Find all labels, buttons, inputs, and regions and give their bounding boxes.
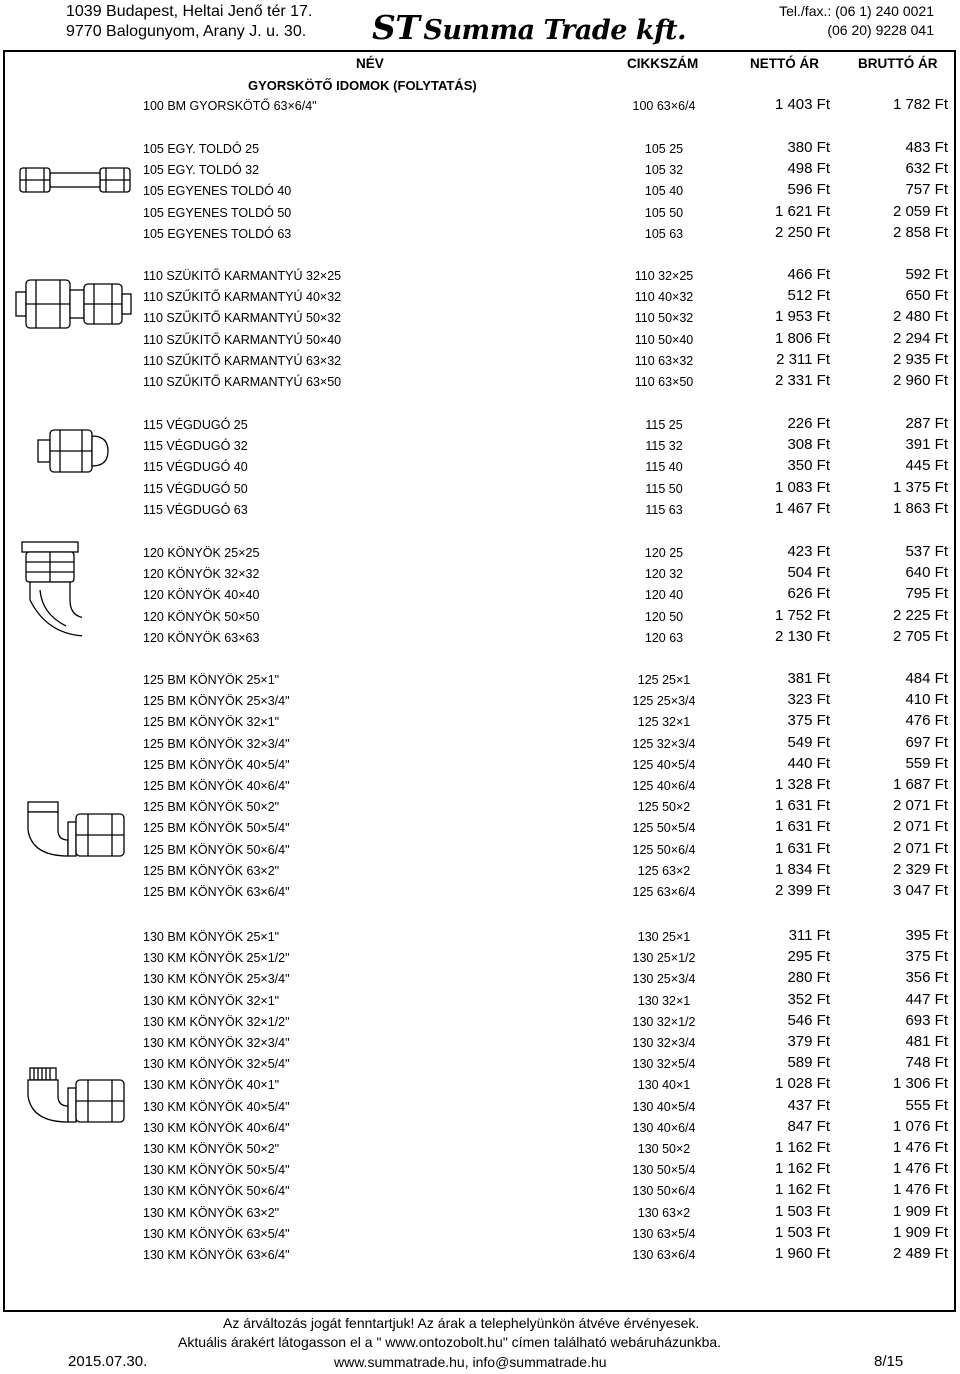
gross-price: 3 047 Ft bbox=[892, 882, 948, 899]
product-code: 130 50×5/4 bbox=[632, 1163, 696, 1178]
table-row bbox=[0, 1139, 960, 1160]
product-code: 125 25×1 bbox=[637, 673, 691, 687]
table-row bbox=[0, 797, 960, 818]
product-name: 115 VÉGDUGÓ 32 bbox=[143, 439, 248, 454]
product-name: 125 BM KÖNYÖK 50×5/4" bbox=[143, 821, 290, 836]
gross-price: 447 Ft bbox=[905, 990, 948, 1008]
table-row bbox=[0, 139, 960, 160]
table-row bbox=[0, 1012, 960, 1033]
product-code: 130 32×1/2 bbox=[632, 1014, 696, 1029]
table-row bbox=[0, 1054, 960, 1075]
gross-price: 650 Ft bbox=[905, 287, 948, 305]
gross-price: 537 Ft bbox=[905, 543, 948, 560]
gross-price: 2 935 Ft bbox=[892, 350, 948, 368]
table-row bbox=[0, 457, 960, 478]
table-row bbox=[0, 436, 960, 457]
net-price: 1 631 Ft bbox=[774, 839, 830, 857]
net-price: 311 Ft bbox=[788, 927, 830, 944]
product-name: 125 BM KÖNYÖK 40×5/4" bbox=[143, 757, 290, 772]
net-price: 1 631 Ft bbox=[774, 818, 830, 836]
product-name: 125 BM KÖNYÖK 25×1" bbox=[143, 673, 280, 687]
gross-price: 481 Ft bbox=[905, 1033, 948, 1050]
product-code: 105 63 bbox=[644, 226, 684, 241]
product-code: 120 40 bbox=[644, 588, 684, 603]
product-code: 130 32×5/4 bbox=[632, 1057, 696, 1072]
gross-price: 391 Ft bbox=[905, 436, 948, 454]
net-price: 2 399 Ft bbox=[774, 882, 830, 899]
gross-price: 476 Ft bbox=[905, 712, 948, 730]
column-header-code: CIKKSZÁM bbox=[627, 56, 699, 71]
table-row bbox=[0, 691, 960, 712]
table-row bbox=[0, 818, 960, 839]
net-price: 1 953 Ft bbox=[774, 308, 830, 326]
table-row bbox=[0, 479, 960, 500]
net-price: 1 162 Ft bbox=[774, 1139, 830, 1156]
table-row bbox=[0, 1033, 960, 1054]
net-price: 596 Ft bbox=[787, 181, 830, 199]
document-date: 2015.07.30. bbox=[68, 1353, 148, 1370]
product-code: 130 32×1 bbox=[637, 993, 691, 1008]
table-row bbox=[0, 927, 960, 948]
product-name: 125 BM KÖNYÖK 63×2" bbox=[143, 863, 280, 878]
product-name: 110 SZŰKITŐ KARMANTYÚ 63×32 bbox=[143, 353, 342, 368]
product-name: 130 KM KÖNYÖK 32×1" bbox=[143, 993, 280, 1008]
net-price: 1 503 Ft bbox=[774, 1223, 830, 1241]
gross-price: 2 294 Ft bbox=[892, 329, 948, 347]
net-price: 226 Ft bbox=[787, 415, 830, 432]
table-row bbox=[0, 628, 960, 649]
table-row bbox=[0, 1224, 960, 1245]
net-price: 352 Ft bbox=[787, 990, 830, 1008]
column-header-net: NETTÓ ÁR bbox=[750, 56, 819, 71]
gross-price: 395 Ft bbox=[905, 927, 948, 944]
table-row bbox=[0, 160, 960, 181]
phone-line-2: (06 20) 9228 041 bbox=[827, 22, 934, 38]
gross-price: 592 Ft bbox=[905, 266, 948, 283]
gross-price: 795 Ft bbox=[905, 585, 948, 603]
product-name: 120 KÖNYÖK 50×50 bbox=[143, 609, 260, 624]
product-code: 130 40×6/4 bbox=[632, 1120, 696, 1135]
product-name: 130 KM KÖNYÖK 40×6/4" bbox=[143, 1120, 290, 1135]
net-price: 1 162 Ft bbox=[774, 1181, 830, 1199]
net-price: 423 Ft bbox=[787, 543, 830, 560]
product-code: 125 40×6/4 bbox=[632, 779, 696, 793]
product-code: 110 40×32 bbox=[634, 290, 694, 305]
price-notice: Az árváltozás jogát fenntartjuk! Az árak a telephelyünkön átvéve érvényesek. bbox=[223, 1315, 700, 1331]
gross-price: 445 Ft bbox=[905, 457, 948, 475]
net-price: 2 250 Ft bbox=[774, 223, 830, 241]
product-name: 130 KM KÖNYÖK 40×5/4" bbox=[143, 1099, 290, 1114]
net-price: 1 806 Ft bbox=[774, 329, 830, 347]
table-row bbox=[0, 1097, 960, 1118]
product-name: 120 KÖNYÖK 40×40 bbox=[143, 588, 260, 603]
product-code: 130 63×5/4 bbox=[632, 1226, 696, 1241]
net-price: 2 311 Ft bbox=[776, 350, 830, 368]
product-code: 125 63×6/4 bbox=[632, 885, 696, 899]
product-code: 125 25×3/4 bbox=[632, 694, 696, 709]
product-name: 130 KM KÖNYÖK 32×3/4" bbox=[143, 1036, 290, 1050]
product-name: 125 BM KÖNYÖK 50×6/4" bbox=[143, 842, 290, 857]
product-code: 110 63×32 bbox=[634, 353, 694, 368]
product-code: 115 63 bbox=[645, 502, 683, 517]
gross-price: 1 909 Ft bbox=[892, 1223, 948, 1241]
table-row bbox=[0, 670, 960, 691]
net-price: 847 Ft bbox=[787, 1117, 830, 1135]
gross-price: 410 Ft bbox=[905, 691, 948, 709]
product-name: 100 BM GYORSKÖTŐ 63×6/4" bbox=[143, 99, 317, 113]
net-price: 323 Ft bbox=[787, 691, 830, 709]
table-row bbox=[0, 861, 960, 882]
net-price: 2 331 Ft bbox=[774, 372, 830, 389]
net-price: 1 631 Ft bbox=[774, 797, 830, 815]
product-name: 130 KM KÖNYÖK 63×5/4" bbox=[143, 1226, 290, 1241]
net-price: 626 Ft bbox=[787, 585, 830, 603]
table-row bbox=[0, 330, 960, 351]
table-row bbox=[0, 287, 960, 308]
table-row bbox=[0, 266, 960, 287]
table-row bbox=[0, 543, 960, 564]
product-name: 125 BM KÖNYÖK 32×3/4" bbox=[143, 736, 290, 751]
product-code: 115 25 bbox=[645, 418, 683, 432]
table-row bbox=[0, 1245, 960, 1266]
male-thread-elbow-icon bbox=[22, 1066, 132, 1126]
product-name: 110 SZŰKITŐ KARMANTYÚ 50×40 bbox=[143, 332, 342, 347]
net-price: 295 Ft bbox=[787, 948, 830, 966]
gross-price: 2 480 Ft bbox=[892, 308, 948, 326]
product-name: 130 KM KÖNYÖK 32×5/4" bbox=[143, 1057, 290, 1072]
gross-price: 748 Ft bbox=[905, 1054, 948, 1072]
net-price: 2 130 Ft bbox=[774, 627, 830, 645]
net-price: 549 Ft bbox=[787, 733, 830, 751]
product-name: 115 VÉGDUGÓ 40 bbox=[143, 460, 248, 475]
product-name: 105 EGY. TOLDÓ 25 bbox=[143, 142, 260, 156]
product-code: 130 40×1 bbox=[637, 1078, 691, 1093]
table-row bbox=[0, 203, 960, 224]
gross-price: 693 Ft bbox=[905, 1011, 948, 1029]
product-code: 105 32 bbox=[644, 163, 684, 178]
gross-price: 640 Ft bbox=[905, 564, 948, 582]
gross-price: 2 071 Ft bbox=[892, 839, 948, 857]
net-price: 1 960 Ft bbox=[774, 1245, 830, 1262]
net-price: 1 467 Ft bbox=[774, 499, 830, 517]
product-name: 125 BM KÖNYÖK 32×1" bbox=[143, 715, 280, 730]
net-price: 589 Ft bbox=[787, 1054, 830, 1072]
net-price: 1 834 Ft bbox=[774, 860, 830, 878]
net-price: 504 Ft bbox=[787, 564, 830, 582]
net-price: 308 Ft bbox=[787, 436, 830, 454]
gross-price: 356 Ft bbox=[905, 969, 948, 987]
product-code: 130 25×1 bbox=[637, 930, 691, 944]
column-header-gross: BRUTTÓ ÁR bbox=[858, 56, 938, 71]
product-code: 105 25 bbox=[644, 142, 684, 156]
table-row bbox=[0, 415, 960, 436]
gross-price: 2 071 Ft bbox=[892, 797, 948, 815]
product-code: 130 32×3/4 bbox=[632, 1036, 696, 1050]
product-code: 130 50×6/4 bbox=[632, 1184, 696, 1199]
product-code: 125 50×5/4 bbox=[632, 821, 696, 836]
product-name: 120 KÖNYÖK 63×63 bbox=[143, 630, 260, 645]
gross-price: 632 Ft bbox=[905, 160, 948, 178]
net-price: 1 028 Ft bbox=[774, 1075, 830, 1093]
product-name: 110 SZŰKITŐ KARMANTYÚ 40×32 bbox=[143, 290, 342, 305]
product-code: 120 32 bbox=[644, 567, 684, 582]
contact-info: www.summatrade.hu, info@summatrade.hu bbox=[334, 1354, 607, 1370]
net-price: 381 Ft bbox=[787, 670, 830, 687]
table-row bbox=[0, 564, 960, 585]
product-name: 130 KM KÖNYÖK 25×1/2" bbox=[143, 951, 290, 966]
gross-price: 1 476 Ft bbox=[892, 1160, 948, 1178]
gross-price: 2 705 Ft bbox=[892, 627, 948, 645]
table-row bbox=[0, 372, 960, 393]
logo-text: Summa Trade kft. bbox=[423, 15, 687, 46]
gross-price: 287 Ft bbox=[905, 415, 948, 432]
product-name: 130 KM KÖNYÖK 50×5/4" bbox=[143, 1163, 290, 1178]
product-code: 120 25 bbox=[644, 546, 684, 560]
table-row bbox=[0, 1181, 960, 1202]
net-price: 375 Ft bbox=[787, 712, 830, 730]
page-number: 8/15 bbox=[874, 1353, 904, 1370]
net-price: 466 Ft bbox=[787, 266, 830, 283]
net-price: 546 Ft bbox=[787, 1011, 830, 1029]
product-code: 110 50×32 bbox=[634, 311, 694, 326]
product-name: 105 EGYENES TOLDÓ 40 bbox=[143, 184, 292, 199]
end-cap-icon bbox=[36, 426, 112, 476]
product-code: 115 32 bbox=[645, 439, 683, 454]
gross-price: 1 863 Ft bbox=[892, 499, 948, 517]
product-code: 115 40 bbox=[645, 460, 683, 475]
table-row bbox=[0, 96, 960, 117]
net-price: 379 Ft bbox=[787, 1033, 830, 1050]
table-row bbox=[0, 181, 960, 202]
product-name: 130 KM KÖNYÖK 40×1" bbox=[143, 1078, 280, 1093]
product-code: 130 63×2 bbox=[637, 1205, 691, 1220]
gross-price: 2 858 Ft bbox=[892, 223, 948, 241]
product-name: 125 BM KÖNYÖK 63×6/4" bbox=[143, 885, 290, 899]
net-price: 350 Ft bbox=[787, 457, 830, 475]
product-code: 130 40×5/4 bbox=[632, 1099, 696, 1114]
company-address bbox=[66, 2, 312, 42]
product-name: 125 BM KÖNYÖK 25×3/4" bbox=[143, 694, 290, 709]
gross-price: 2 071 Ft bbox=[892, 818, 948, 836]
product-name: 130 KM KÖNYÖK 63×2" bbox=[143, 1205, 280, 1220]
table-row bbox=[0, 840, 960, 861]
product-code: 130 25×1/2 bbox=[632, 951, 696, 966]
product-code: 125 32×3/4 bbox=[632, 736, 696, 751]
gross-price: 2 059 Ft bbox=[892, 202, 948, 220]
straight-coupling-icon bbox=[18, 164, 132, 196]
logo-mark: ST bbox=[372, 8, 420, 47]
table-row bbox=[0, 1118, 960, 1139]
product-code: 125 63×2 bbox=[637, 863, 691, 878]
table-row bbox=[0, 991, 960, 1012]
gross-price: 757 Ft bbox=[905, 181, 948, 199]
gross-price: 1 782 Ft bbox=[892, 96, 948, 113]
gross-price: 1 476 Ft bbox=[892, 1181, 948, 1199]
product-name: 105 EGY. TOLDÓ 32 bbox=[143, 163, 260, 178]
address-line-2: 9770 Balogunyom, Arany J. u. 30. bbox=[66, 23, 307, 40]
product-code: 130 25×3/4 bbox=[632, 972, 696, 987]
product-code: 125 32×1 bbox=[637, 715, 691, 730]
product-code: 120 63 bbox=[644, 630, 684, 645]
product-code: 120 50 bbox=[644, 609, 684, 624]
product-code: 110 63×50 bbox=[634, 375, 694, 389]
net-price: 437 Ft bbox=[787, 1096, 830, 1114]
product-name: 115 VÉGDUGÓ 63 bbox=[143, 502, 248, 517]
gross-price: 484 Ft bbox=[905, 670, 948, 687]
product-code: 125 50×6/4 bbox=[632, 842, 696, 857]
product-name: 110 SZŰKITŐ KARMANTYÚ 50×32 bbox=[143, 311, 342, 326]
table-row bbox=[0, 224, 960, 245]
table-row bbox=[0, 1203, 960, 1224]
product-name: 105 EGYENES TOLDÓ 50 bbox=[143, 205, 292, 220]
product-code: 130 50×2 bbox=[637, 1142, 691, 1156]
product-name: 130 KM KÖNYÖK 50×6/4" bbox=[143, 1184, 290, 1199]
table-row bbox=[0, 585, 960, 606]
product-name: 120 KÖNYÖK 32×32 bbox=[143, 567, 260, 582]
table-row bbox=[0, 500, 960, 521]
net-price: 1 162 Ft bbox=[774, 1160, 830, 1178]
gross-price: 375 Ft bbox=[905, 948, 948, 966]
company-logo bbox=[372, 8, 686, 47]
product-name: 130 KM KÖNYÖK 25×3/4" bbox=[143, 972, 290, 987]
address-line-1: 1039 Budapest, Heltai Jenő tér 17. bbox=[66, 3, 313, 20]
net-price: 280 Ft bbox=[787, 969, 830, 987]
gross-price: 1 375 Ft bbox=[892, 478, 948, 496]
product-code: 105 40 bbox=[644, 184, 684, 199]
elbow-icon bbox=[18, 540, 82, 640]
net-price: 380 Ft bbox=[787, 139, 830, 156]
table-row bbox=[0, 969, 960, 990]
net-price: 440 Ft bbox=[787, 754, 830, 772]
section-title: GYORSKÖTŐ IDOMOK (FOLYTATÁS) bbox=[248, 78, 477, 93]
product-name: 110 SZŰKITŐ KARMANTYÚ 63×50 bbox=[143, 375, 342, 389]
product-name: 115 VÉGDUGÓ 50 bbox=[143, 481, 248, 496]
gross-price: 2 225 Ft bbox=[892, 606, 948, 624]
gross-price: 483 Ft bbox=[905, 139, 948, 156]
gross-price: 2 489 Ft bbox=[892, 1245, 948, 1262]
table-row bbox=[0, 607, 960, 628]
table-row bbox=[0, 882, 960, 903]
table-row bbox=[0, 351, 960, 372]
gross-price: 559 Ft bbox=[905, 754, 948, 772]
product-name: 110 SZÜKITŐ KARMANTYÚ 32×25 bbox=[143, 269, 342, 283]
table-row bbox=[0, 1160, 960, 1181]
product-code: 100 63×6/4 bbox=[632, 99, 696, 113]
product-name: 130 KM KÖNYÖK 50×2" bbox=[143, 1142, 280, 1156]
product-code: 130 63×6/4 bbox=[632, 1248, 696, 1262]
product-code: 125 50×2 bbox=[637, 800, 691, 815]
table-row bbox=[0, 734, 960, 755]
product-name: 130 KM KÖNYÖK 63×6/4" bbox=[143, 1248, 290, 1262]
product-name: 120 KÖNYÖK 25×25 bbox=[143, 546, 260, 560]
product-code: 110 50×40 bbox=[634, 332, 694, 347]
net-price: 1 752 Ft bbox=[774, 606, 830, 624]
net-price: 1 083 Ft bbox=[774, 478, 830, 496]
net-price: 512 Ft bbox=[787, 287, 830, 305]
webshop-notice: Aktuális árakért látogasson el a " www.ontozobolt.hu" címen található webáruházunkba. bbox=[178, 1334, 722, 1350]
reducing-coupling-icon bbox=[14, 274, 134, 334]
product-name: 125 BM KÖNYÖK 50×2" bbox=[143, 800, 280, 815]
gross-price: 1 476 Ft bbox=[892, 1139, 948, 1156]
table-row bbox=[0, 308, 960, 329]
table-row bbox=[0, 712, 960, 733]
product-name: 125 BM KÖNYÖK 40×6/4" bbox=[143, 779, 290, 793]
gross-price: 555 Ft bbox=[905, 1096, 948, 1114]
gross-price: 697 Ft bbox=[905, 733, 948, 751]
gross-price: 1 306 Ft bbox=[892, 1075, 948, 1093]
table-row bbox=[0, 1075, 960, 1096]
gross-price: 1 076 Ft bbox=[892, 1117, 948, 1135]
product-code: 105 50 bbox=[644, 205, 684, 220]
gross-price: 1 687 Ft bbox=[892, 776, 948, 793]
net-price: 1 403 Ft bbox=[774, 96, 830, 113]
product-name: 130 KM KÖNYÖK 32×1/2" bbox=[143, 1014, 290, 1029]
net-price: 1 328 Ft bbox=[774, 776, 830, 793]
net-price: 498 Ft bbox=[787, 160, 830, 178]
phone-line-1: Tel./fax.: (06 1) 240 0021 bbox=[779, 3, 934, 19]
gross-price: 2 329 Ft bbox=[892, 860, 948, 878]
gross-price: 1 909 Ft bbox=[892, 1202, 948, 1220]
table-row bbox=[0, 948, 960, 969]
product-code: 115 50 bbox=[645, 481, 683, 496]
product-code: 125 40×5/4 bbox=[632, 757, 696, 772]
table-row bbox=[0, 755, 960, 776]
product-name: 130 BM KÖNYÖK 25×1" bbox=[143, 930, 280, 944]
net-price: 1 621 Ft bbox=[774, 202, 830, 220]
table-row bbox=[0, 776, 960, 797]
net-price: 1 503 Ft bbox=[774, 1202, 830, 1220]
product-name: 115 VÉGDUGÓ 25 bbox=[143, 418, 248, 432]
product-code: 110 32×25 bbox=[634, 269, 694, 283]
female-thread-elbow-icon bbox=[22, 800, 132, 860]
column-header-name: NÉV bbox=[356, 56, 384, 71]
gross-price: 2 960 Ft bbox=[892, 372, 948, 389]
company-phone bbox=[779, 2, 934, 40]
product-name: 105 EGYENES TOLDÓ 63 bbox=[143, 226, 292, 241]
